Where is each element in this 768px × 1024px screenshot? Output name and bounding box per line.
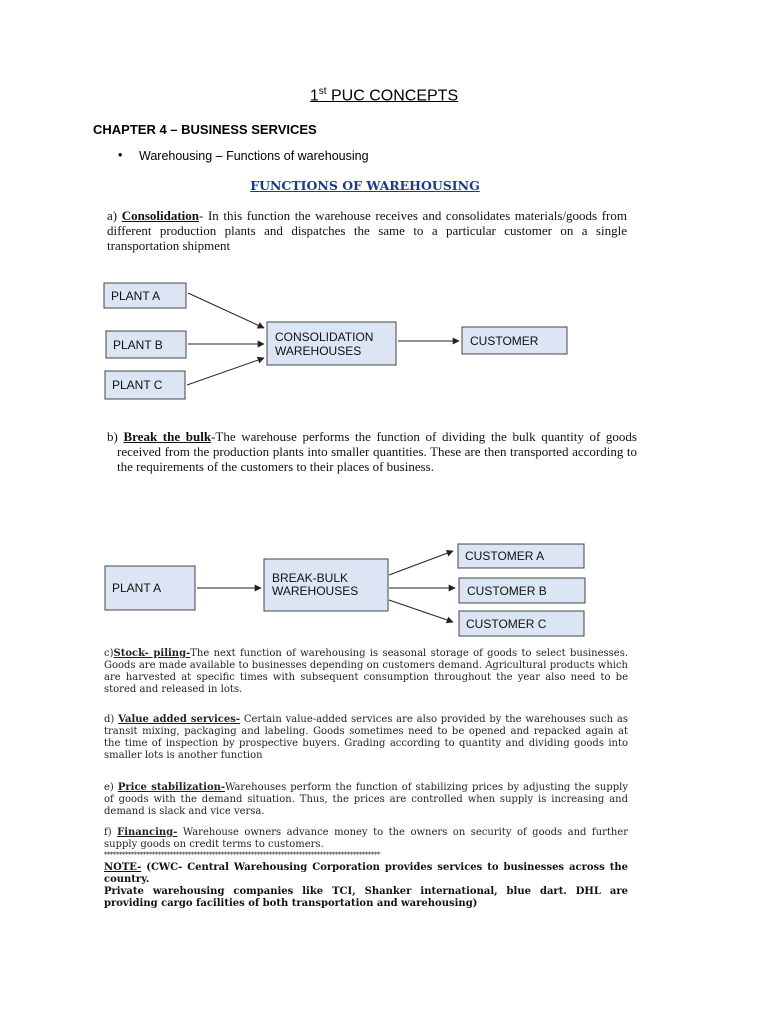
- chapter-heading: CHAPTER 4 – BUSINESS SERVICES: [93, 122, 317, 137]
- paragraph-stock-piling: c)Stock- piling-The next function of warehousing is seasonal storage of goods to select businesses. Goods are made available to businesses depending on customers demand. Agricultural products which are harvested at specific times with subsequent consumption throughout the year also need to be stored and released in lots.: [104, 648, 629, 695]
- break-bulk-label-1: BREAK-BULK: [272, 571, 349, 585]
- arrow-to-customer-a: [389, 551, 453, 575]
- customer-label: CUSTOMER: [470, 334, 539, 348]
- customer-b-label: CUSTOMER B: [467, 584, 547, 598]
- plant-a-label: PLANT A: [111, 289, 161, 303]
- note-line-1: (CWC- Central Warehousing Corporation provides services to businesses across the country.: [104, 862, 628, 885]
- paragraph-consolidation: a) Consolidation- In this function the warehouse receives and consolidates materials/goods from different production plants and dispatches the same to a particular customer on a single transportation shipment: [107, 208, 627, 253]
- bullet-icon: •: [118, 148, 123, 162]
- consolidation-label-1: CONSOLIDATION: [275, 330, 374, 344]
- page-title: 1st PUC CONCEPTS: [309, 86, 459, 105]
- separator-line: ********************************************************************************************: [104, 851, 380, 859]
- customer-c-label: CUSTOMER C: [466, 617, 547, 631]
- plant-b-label: PLANT B: [113, 338, 163, 352]
- arrow-plant-c: [187, 358, 264, 385]
- label-value-added: Value added services-: [118, 714, 241, 725]
- arrow-to-customer-c: [389, 600, 453, 622]
- note-line-2: Private warehousing companies like TCI, Shanker international, blue dart. DHL are providing cargo facilities of both transportation and warehousing): [104, 886, 628, 909]
- paragraph-break-bulk: b) Break the bulk-The warehouse performs the function of dividing the bulk quantity of goods received from the production plants into smaller quantities. These are then transported according to the requirements of the customers to their places of business.: [107, 429, 637, 474]
- label-financing: Financing-: [117, 827, 178, 838]
- label-consolidation: Consolidation: [121, 208, 200, 223]
- plant-c-label: PLANT C: [112, 378, 163, 392]
- paragraph-value-added: d) Value added services- Certain value-added services are also provided by the warehouses such as transit mixing, packaging and labeling. Goods sometimes need to be opened and repacked again at the time of inspection by prospective buyers. Grading according to quantity and dividing goods into smaller lots is another function: [104, 714, 629, 761]
- paragraph-price-stabilization: e) Price stabilization-Warehouses perform the function of stabilizing prices by adjusting the supply of goods with the demand situation. Thus, the prices are controlled when supply is increasing and demand is slack and vice versa.: [104, 782, 628, 817]
- consolidation-label-2: WAREHOUSES: [275, 344, 362, 358]
- section-title: FUNCTIONS OF WAREHOUSING: [250, 178, 480, 193]
- bullet-text: Warehousing – Functions of warehousing: [139, 149, 369, 163]
- customer-a-label: CUSTOMER A: [465, 549, 545, 563]
- label-break-bulk: Break the bulk: [123, 429, 212, 444]
- break-bulk-label-2: WAREHOUSES: [272, 584, 359, 598]
- arrow-plant-a: [188, 293, 264, 328]
- consolidation-diagram: [104, 283, 567, 399]
- label-price-stabilization: Price stabilization-: [117, 782, 226, 793]
- plant-a-label-2: PLANT A: [112, 581, 162, 595]
- note-block: [104, 862, 628, 910]
- label-stock-piling: Stock- piling-: [113, 648, 191, 659]
- note-label: NOTE-: [104, 862, 142, 873]
- break-bulk-diagram: [105, 544, 585, 636]
- paragraph-financing: f) Financing- Warehouse owners advance money to the owners on security of goods and further supply goods on credit terms to customers.: [104, 827, 629, 850]
